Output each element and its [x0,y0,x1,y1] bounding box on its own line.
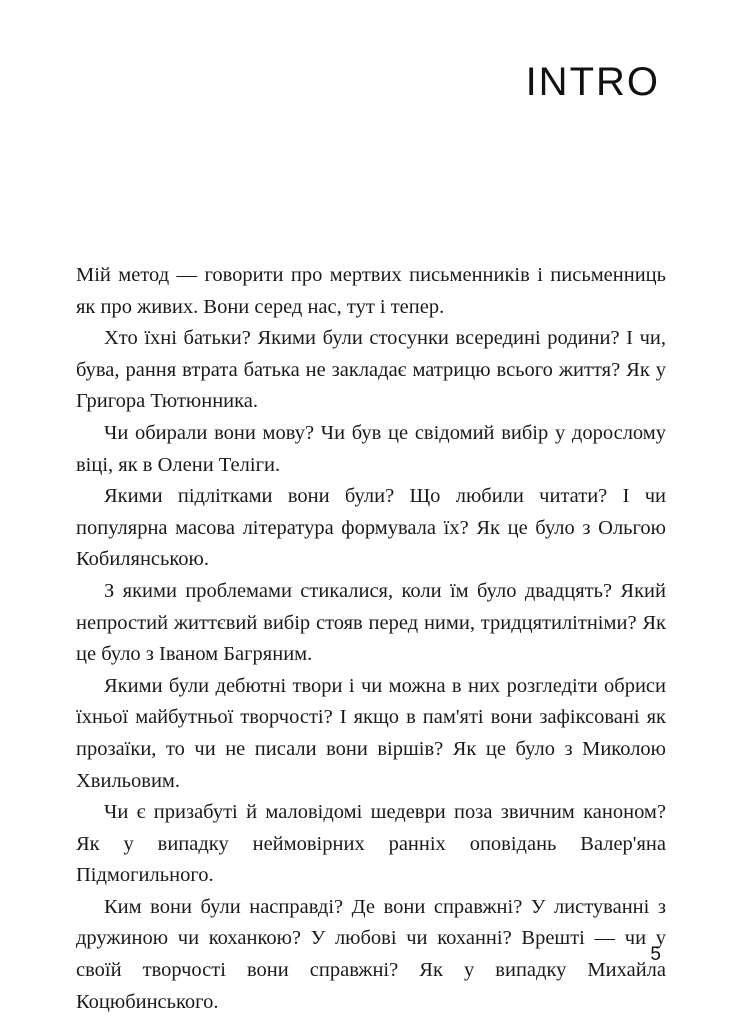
paragraph: Чи обирали вони мову? Чи був це свідомий вибір у дорослому віці, як в Олени Теліги. [76,421,666,476]
paragraph: З якими проблемами стикалися, коли їм було двадцять? Який непростий життєвий вибір стояв перед ними, тридцятилітніми? Як це було з Іваном Багряним. [76,579,666,666]
chapter-title: INTRO [525,60,660,104]
paragraph: Мій метод — говорити про мертвих письменників і письменниць як про живих. Вони серед нас, тут і тепер. [76,264,666,318]
paragraph: Якими були дебютні твори і чи можна в них розгледіти обриси їхньої майбутньої творчості? І якщо в пам'яті вони зафіксовані як прозаїки, то чи не писали вони віршів? Як це було з Миколою Хвильовим. [76,674,666,792]
body-text [76,260,666,1018]
paragraph: Чи є призабуті й маловідомі шедеври поза звичним каноном? Як у випадку неймовірних ранніх оповідань Валер'яна Підмогильного. [76,801,666,887]
page-number: 5 [650,944,661,965]
paragraph: Ким вони були насправді? Де вони справжні? У листуванні з дружиною чи коханкою? У любові чи коханні? Врешті — чи у своїй творчості вони справжні? Як у випадку Михайла Коцюбинського. [76,895,666,1013]
paragraph: Хто їхні батьки? Якими були стосунки всередині родини? І чи, бува, рання втрата батька не закладає матрицю всього життя? Як у Григора Тютюнника. [76,327,666,413]
paragraph: Якими підлітками вони були? Що любили читати? І чи популярна масова література формувала їх? Як це було з Ольгою Кобилянською. [76,485,666,571]
